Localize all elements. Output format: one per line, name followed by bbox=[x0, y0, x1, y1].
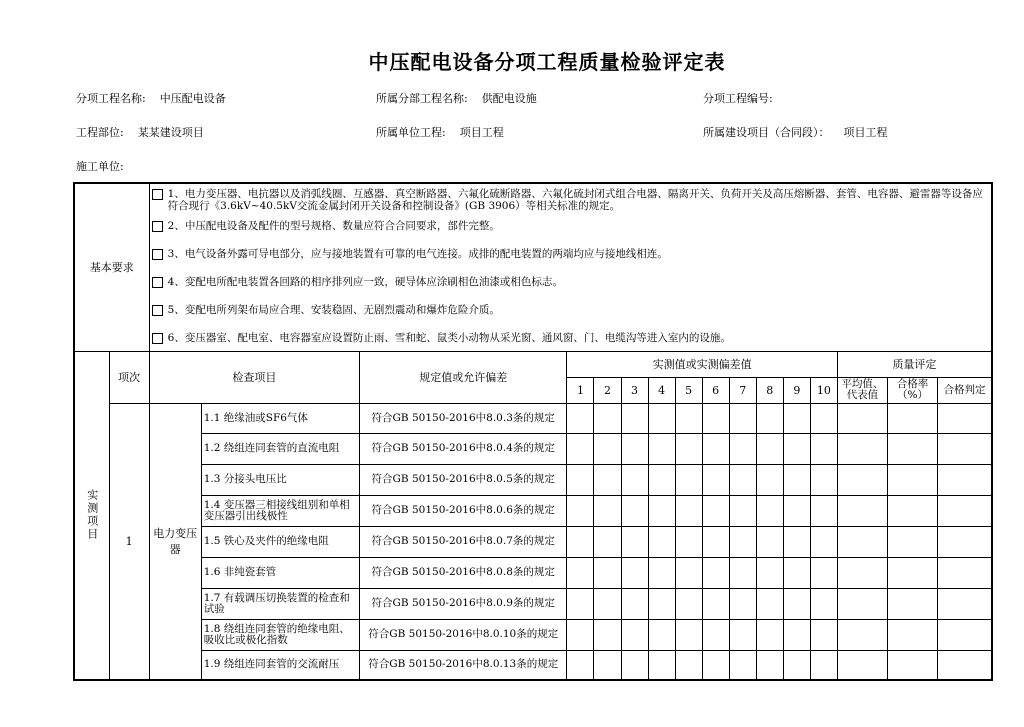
measure-cell[interactable] bbox=[594, 495, 621, 526]
pass-judge-cell[interactable] bbox=[938, 403, 992, 433]
pass-judge-cell[interactable] bbox=[938, 557, 992, 588]
requirement-item bbox=[150, 332, 991, 350]
info-label: 所属建设项目（合同段）： bbox=[703, 126, 830, 139]
table-row bbox=[74, 495, 992, 526]
basic-requirements-label: 基本要求 bbox=[74, 183, 149, 351]
requirement-item bbox=[150, 304, 991, 328]
check-item: 1.6 非纯瓷套管 bbox=[201, 557, 359, 588]
header-spec: 规定值或允许偏差 bbox=[360, 351, 567, 403]
pass-judge-cell[interactable] bbox=[938, 650, 992, 680]
pass-rate-cell[interactable] bbox=[887, 433, 937, 464]
check-item: 1.7 有载调压切换装置的检查和试验 bbox=[201, 588, 359, 619]
measure-cell[interactable] bbox=[810, 403, 837, 433]
requirement-item bbox=[150, 248, 991, 276]
measure-cell[interactable] bbox=[783, 526, 810, 557]
pass-rate-cell[interactable] bbox=[887, 588, 937, 619]
info-value: 供配电设施 bbox=[481, 92, 537, 105]
measure-cell[interactable] bbox=[594, 526, 621, 557]
measure-cell[interactable] bbox=[621, 464, 648, 495]
info-project-name bbox=[76, 90, 226, 106]
measure-cell[interactable] bbox=[729, 433, 756, 464]
pass-rate-cell[interactable] bbox=[887, 526, 937, 557]
measure-cell[interactable] bbox=[567, 464, 594, 495]
measure-cell[interactable] bbox=[594, 403, 621, 433]
table-row bbox=[74, 433, 992, 464]
requirement-item bbox=[150, 220, 991, 248]
measure-cell[interactable] bbox=[783, 464, 810, 495]
measure-cell[interactable] bbox=[621, 526, 648, 557]
measure-cell[interactable] bbox=[648, 403, 675, 433]
avg-cell[interactable] bbox=[837, 557, 887, 588]
measure-cell[interactable] bbox=[810, 650, 837, 680]
info-value: 项目工程 bbox=[843, 126, 888, 139]
pass-rate-cell[interactable] bbox=[887, 557, 937, 588]
spec-value: 符合GB 50150-2016中8.0.4条的规定 bbox=[360, 433, 567, 464]
measure-cell[interactable] bbox=[567, 495, 594, 526]
checkbox[interactable] bbox=[152, 221, 163, 232]
table-row bbox=[74, 619, 992, 650]
measure-cell[interactable] bbox=[756, 464, 783, 495]
header-col: 7 bbox=[729, 377, 756, 403]
pass-judge-cell[interactable] bbox=[938, 526, 992, 557]
requirement-text: 5、变配电所列架布局应合理、安装稳固、无剧烈震动和爆炸危险介质。 bbox=[167, 304, 500, 316]
measure-cell[interactable] bbox=[567, 557, 594, 588]
group-name: 电力变压器 bbox=[149, 403, 201, 680]
info-location bbox=[76, 124, 204, 140]
measure-cell[interactable] bbox=[729, 557, 756, 588]
spec-value: 符合GB 50150-2016中8.0.8条的规定 bbox=[360, 557, 567, 588]
measure-cell[interactable] bbox=[621, 403, 648, 433]
measure-cell[interactable] bbox=[810, 588, 837, 619]
measure-cell[interactable] bbox=[810, 557, 837, 588]
info-label: 分项工程名称: bbox=[76, 92, 146, 105]
measure-cell[interactable] bbox=[648, 495, 675, 526]
checkbox[interactable] bbox=[152, 189, 163, 200]
measure-cell[interactable] bbox=[702, 403, 729, 433]
header-col: 5 bbox=[675, 377, 702, 403]
measure-cell[interactable] bbox=[594, 464, 621, 495]
measure-cell[interactable] bbox=[810, 526, 837, 557]
measure-cell[interactable] bbox=[756, 588, 783, 619]
measure-cell[interactable] bbox=[810, 433, 837, 464]
measure-cell[interactable] bbox=[594, 433, 621, 464]
avg-cell[interactable] bbox=[837, 650, 887, 680]
header-pass-rate: 合格率（%） bbox=[887, 377, 937, 403]
requirement-text: 3、电气设备外露可导电部分，应与接地装置有可靠的电气连接。成排的配电装置的两端均应与接地线相连。 bbox=[167, 248, 668, 260]
check-item: 1.5 铁心及夹件的绝缘电阻 bbox=[201, 526, 359, 557]
measure-cell[interactable] bbox=[756, 495, 783, 526]
measure-cell[interactable] bbox=[621, 495, 648, 526]
pass-judge-cell[interactable] bbox=[938, 495, 992, 526]
measure-cell[interactable] bbox=[756, 619, 783, 650]
measure-cell[interactable] bbox=[621, 619, 648, 650]
measure-cell[interactable] bbox=[621, 650, 648, 680]
measure-cell[interactable] bbox=[594, 588, 621, 619]
requirement-item bbox=[150, 276, 991, 304]
table-row bbox=[74, 650, 992, 680]
info-label: 工程部位: bbox=[76, 126, 124, 139]
measure-cell[interactable] bbox=[567, 526, 594, 557]
measure-cell[interactable] bbox=[648, 557, 675, 588]
measure-cell[interactable] bbox=[783, 619, 810, 650]
avg-cell[interactable] bbox=[837, 403, 887, 433]
measure-cell[interactable] bbox=[756, 650, 783, 680]
measure-cell[interactable] bbox=[567, 403, 594, 433]
measure-cell[interactable] bbox=[675, 433, 702, 464]
measure-cell[interactable] bbox=[702, 619, 729, 650]
measure-cell[interactable] bbox=[675, 495, 702, 526]
header-col: 2 bbox=[594, 377, 621, 403]
checkbox[interactable] bbox=[152, 249, 163, 260]
info-construction-project bbox=[703, 124, 888, 140]
pass-judge-cell[interactable] bbox=[938, 464, 992, 495]
header-col: 8 bbox=[756, 377, 783, 403]
header-col: 6 bbox=[702, 377, 729, 403]
measure-cell[interactable] bbox=[810, 619, 837, 650]
measure-cell[interactable] bbox=[729, 588, 756, 619]
form-title: 中压配电设备分项工程质量检验评定表 bbox=[368, 50, 726, 74]
measure-cell[interactable] bbox=[648, 464, 675, 495]
pass-judge-cell[interactable] bbox=[938, 588, 992, 619]
section-label: 实测项目 bbox=[74, 351, 109, 680]
avg-cell[interactable] bbox=[837, 495, 887, 526]
basic-requirements-list bbox=[149, 183, 992, 351]
info-label: 所属单位工程: bbox=[376, 126, 446, 139]
info-value: 项目工程 bbox=[459, 126, 504, 139]
measure-cell[interactable] bbox=[702, 526, 729, 557]
header-col: 3 bbox=[621, 377, 648, 403]
requirement-text: 1、电力变压器、电抗器以及消弧线圈、互感器、真空断路器、六氟化硫断路器、六氟化硫封闭式组合电器、隔离开关、负荷开关及高压熔断器、套管、电容器、避雷器等设备应符合现行《3.6kV~40.5kV交流金属封闭开关设备和控制设备》(GB 3906）等相关标准的规定。 bbox=[167, 188, 983, 212]
header-col: 1 bbox=[567, 377, 594, 403]
pass-rate-cell[interactable] bbox=[887, 464, 937, 495]
check-item: 1.3 分接头电压比 bbox=[201, 464, 359, 495]
measure-cell[interactable] bbox=[756, 403, 783, 433]
measure-cell[interactable] bbox=[702, 433, 729, 464]
measure-cell[interactable] bbox=[594, 619, 621, 650]
requirement-item bbox=[150, 188, 991, 216]
measure-cell[interactable] bbox=[675, 403, 702, 433]
measure-cell[interactable] bbox=[702, 495, 729, 526]
check-item: 1.1 绝缘油或SF6气体 bbox=[201, 403, 359, 433]
measure-cell[interactable] bbox=[729, 403, 756, 433]
info-label: 所属分部工程名称: bbox=[376, 92, 468, 105]
header-col: 9 bbox=[783, 377, 810, 403]
measure-cell[interactable] bbox=[729, 495, 756, 526]
avg-cell[interactable] bbox=[837, 464, 887, 495]
group-no: 1 bbox=[109, 403, 149, 680]
measure-cell[interactable] bbox=[756, 433, 783, 464]
measure-cell[interactable] bbox=[702, 650, 729, 680]
measure-cell[interactable] bbox=[729, 526, 756, 557]
table-row bbox=[74, 526, 992, 557]
info-unit-project bbox=[376, 124, 504, 140]
measure-cell[interactable] bbox=[675, 619, 702, 650]
measure-cell[interactable] bbox=[702, 464, 729, 495]
info-division-name bbox=[376, 90, 537, 106]
info-label: 施工单位: bbox=[76, 160, 124, 173]
pass-rate-cell[interactable] bbox=[887, 403, 937, 433]
header-row-1 bbox=[74, 351, 992, 377]
info-label: 分项工程编号: bbox=[703, 92, 773, 105]
measure-cell[interactable] bbox=[783, 495, 810, 526]
measure-cell[interactable] bbox=[648, 526, 675, 557]
checkbox[interactable] bbox=[152, 277, 163, 288]
check-item: 1.8 绕组连同套管的绝缘电阻、吸收比或极化指数 bbox=[201, 619, 359, 650]
measure-cell[interactable] bbox=[675, 464, 702, 495]
measure-cell[interactable] bbox=[756, 526, 783, 557]
info-value: 某某建设项目 bbox=[137, 126, 204, 139]
measure-cell[interactable] bbox=[648, 433, 675, 464]
requirement-text: 6、变压器室、配电室、电容器室应设置防止雨、雪和蛇、鼠类小动物从采光窗、通风窗、门、电缆沟等进入室内的设施。 bbox=[167, 332, 731, 344]
avg-cell[interactable] bbox=[837, 526, 887, 557]
measure-cell[interactable] bbox=[810, 495, 837, 526]
spec-value: 符合GB 50150-2016中8.0.3条的规定 bbox=[360, 403, 567, 433]
measure-cell[interactable] bbox=[783, 588, 810, 619]
measure-cell[interactable] bbox=[729, 650, 756, 680]
measure-cell[interactable] bbox=[702, 588, 729, 619]
checkbox[interactable] bbox=[152, 305, 163, 316]
inspection-table bbox=[73, 182, 993, 681]
checkbox[interactable] bbox=[152, 333, 163, 344]
requirement-text: 4、变配电所配电装置各回路的相序排列应一致，硬导体应涂刷相色油漆或相色标志。 bbox=[167, 276, 563, 288]
measure-cell[interactable] bbox=[567, 650, 594, 680]
check-item: 1.9 绕组连同套管的交流耐压 bbox=[201, 650, 359, 680]
measure-cell[interactable] bbox=[729, 464, 756, 495]
info-value: 中压配电设备 bbox=[159, 92, 226, 105]
measure-cell[interactable] bbox=[675, 588, 702, 619]
spec-value: 符合GB 50150-2016中8.0.7条的规定 bbox=[360, 526, 567, 557]
measure-cell[interactable] bbox=[756, 557, 783, 588]
pass-rate-cell[interactable] bbox=[887, 619, 937, 650]
table-row bbox=[74, 464, 992, 495]
info-project-code bbox=[703, 90, 787, 106]
pass-rate-cell[interactable] bbox=[887, 495, 937, 526]
measure-cell[interactable] bbox=[783, 557, 810, 588]
spec-value: 符合GB 50150-2016中8.0.6条的规定 bbox=[360, 495, 567, 526]
measure-cell[interactable] bbox=[810, 464, 837, 495]
spec-value: 符合GB 50150-2016中8.0.10条的规定 bbox=[360, 619, 567, 650]
header-check-item: 检查项目 bbox=[149, 351, 359, 403]
check-item: 1.2 绕组连同套管的直流电阻 bbox=[201, 433, 359, 464]
check-item: 1.4 变压器三相接线组别和单相变压器引出线极性 bbox=[201, 495, 359, 526]
measure-cell[interactable] bbox=[594, 650, 621, 680]
table-row bbox=[74, 557, 992, 588]
table-row bbox=[74, 588, 992, 619]
avg-cell[interactable] bbox=[837, 433, 887, 464]
measure-cell[interactable] bbox=[567, 619, 594, 650]
header-col: 10 bbox=[810, 377, 837, 403]
avg-cell[interactable] bbox=[837, 619, 887, 650]
measure-cell[interactable] bbox=[675, 650, 702, 680]
measure-cell[interactable] bbox=[621, 588, 648, 619]
header-item-no: 项次 bbox=[109, 351, 149, 403]
spec-value: 符合GB 50150-2016中8.0.13条的规定 bbox=[360, 650, 567, 680]
measure-cell[interactable] bbox=[783, 650, 810, 680]
header-measured: 实测值或实测偏差值 bbox=[567, 351, 837, 377]
measure-cell[interactable] bbox=[675, 557, 702, 588]
header-col: 4 bbox=[648, 377, 675, 403]
pass-judge-cell[interactable] bbox=[938, 619, 992, 650]
pass-judge-cell[interactable] bbox=[938, 433, 992, 464]
requirement-text: 2、中压配电设备及配件的型号规格、数量应符合合同要求，部件完整。 bbox=[167, 220, 500, 232]
measure-cell[interactable] bbox=[648, 619, 675, 650]
measure-cell[interactable] bbox=[648, 650, 675, 680]
spec-value: 符合GB 50150-2016中8.0.5条的规定 bbox=[360, 464, 567, 495]
measure-cell[interactable] bbox=[783, 403, 810, 433]
measure-cell[interactable] bbox=[621, 433, 648, 464]
header-quality: 质量评定 bbox=[837, 351, 992, 377]
measure-cell[interactable] bbox=[648, 588, 675, 619]
info-contractor bbox=[76, 158, 138, 174]
measure-cell[interactable] bbox=[567, 588, 594, 619]
measure-cell[interactable] bbox=[621, 557, 648, 588]
measure-cell[interactable] bbox=[594, 557, 621, 588]
pass-rate-cell[interactable] bbox=[887, 650, 937, 680]
basic-requirements-row bbox=[74, 183, 992, 351]
measure-cell[interactable] bbox=[675, 526, 702, 557]
measure-cell[interactable] bbox=[702, 557, 729, 588]
header-avg: 平均值、代表值 bbox=[837, 377, 887, 403]
measure-cell[interactable] bbox=[567, 433, 594, 464]
header-pass-judge: 合格判定 bbox=[938, 377, 992, 403]
measure-cell[interactable] bbox=[783, 433, 810, 464]
spec-value: 符合GB 50150-2016中8.0.9条的规定 bbox=[360, 588, 567, 619]
measure-cell[interactable] bbox=[729, 619, 756, 650]
avg-cell[interactable] bbox=[837, 588, 887, 619]
table-row bbox=[74, 403, 992, 433]
